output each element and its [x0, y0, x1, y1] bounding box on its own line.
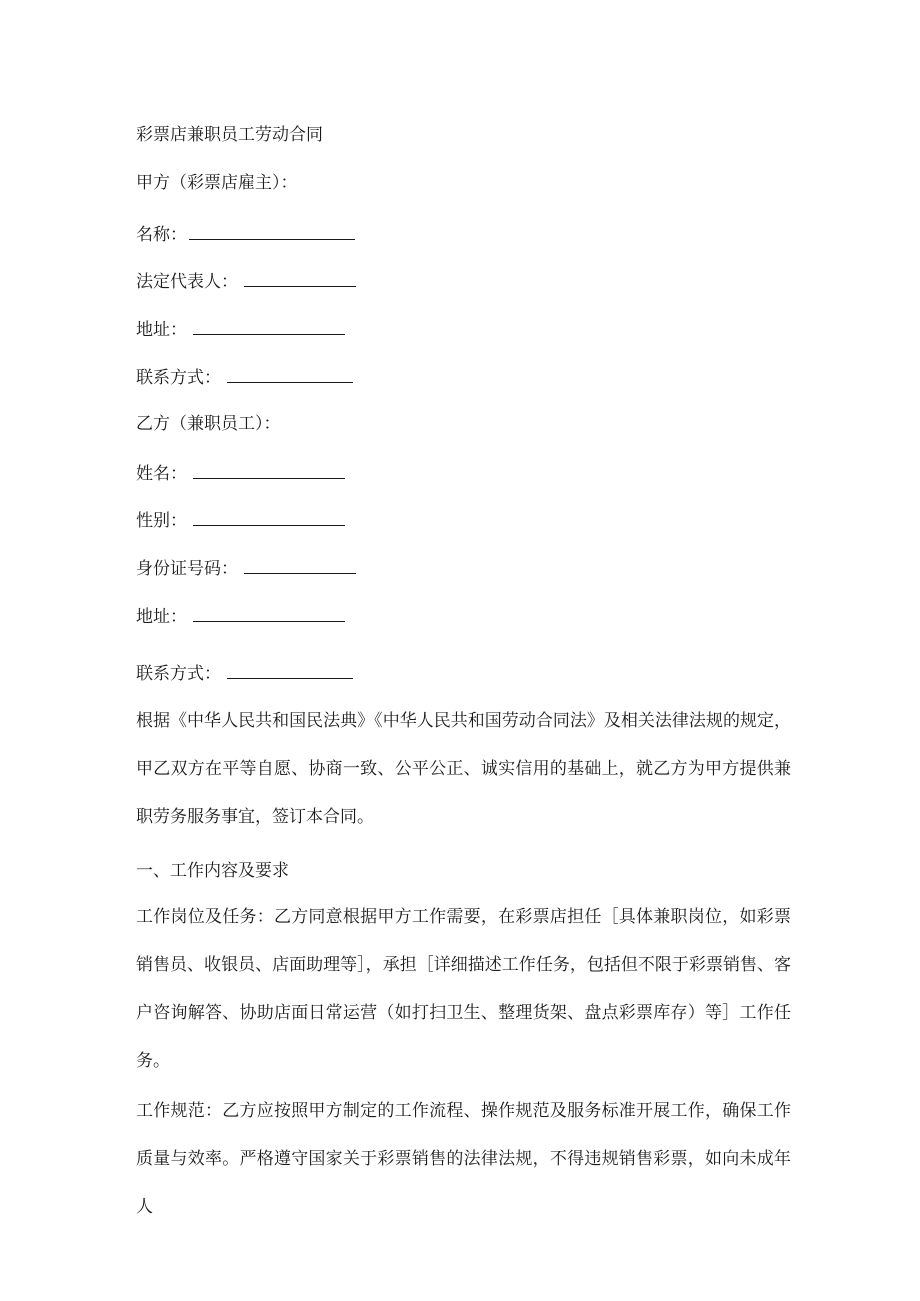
field-label: 地址：: [136, 320, 187, 340]
party-a-legal-rep-field: [136, 270, 356, 293]
document-title: 彩票店兼职员工劳动合同: [136, 125, 323, 145]
fill-blank-line: [244, 270, 356, 287]
party-b-contact-field: [136, 662, 353, 685]
fill-blank-line: [227, 366, 353, 383]
party-b-gender-field: [136, 509, 345, 532]
fill-blank-line: [244, 557, 356, 574]
party-a-heading: 甲方（彩票店雇主）：: [136, 173, 298, 193]
party-b-address-field: [136, 605, 345, 628]
fill-blank-line: [193, 462, 345, 479]
party-b-id-number-field: [136, 557, 356, 580]
fill-blank-line: [193, 509, 345, 526]
party-a-address-field: [136, 318, 345, 341]
fill-blank-line: [227, 662, 353, 679]
field-label: 性别：: [136, 511, 187, 531]
field-label: 联系方式：: [136, 368, 221, 388]
preamble-paragraph: 根据《中华人民共和国民法典》《中华人民共和国劳动合同法》及相关法律法规的规定，甲乙双方在平等自愿、协商一致、公平公正、诚实信用的基础上，就乙方为甲方提供兼职劳务服务事宜，签订本合同。: [136, 711, 791, 827]
party-a-contact-field: [136, 366, 353, 389]
fill-blank-line: [193, 605, 345, 622]
field-label: 姓名：: [136, 464, 187, 484]
party-b-heading: 乙方（兼职员工）：: [136, 414, 281, 434]
field-label: 地址：: [136, 607, 187, 627]
field-label: 名称：: [136, 225, 187, 245]
section-1-clause-2: 工作规范：乙方应按照甲方制定的工作流程、操作规范及服务标准开展工作，确保工作质量与效率。严格遵守国家关于彩票销售的法律法规，不得违规销售彩票，如向未成年人: [136, 1101, 791, 1217]
party-a-name-field: [136, 223, 355, 246]
field-label: 法定代表人：: [136, 272, 238, 292]
fill-blank-line: [189, 223, 355, 240]
section-1-clause-1: 工作岗位及任务：乙方同意根据甲方工作需要，在彩票店担任［具体兼职岗位，如彩票销售员、收银员、店面助理等］，承担［详细描述工作任务，包括但不限于彩票销售、客户咨询解答、协助店面日常运营（如打扫卫生、整理货架、盘点彩票库存）等］工作任务。: [136, 907, 791, 1071]
party-b-name-field: [136, 462, 345, 485]
fill-blank-line: [193, 318, 345, 335]
field-label: 联系方式：: [136, 664, 221, 684]
section-1-heading: 一、工作内容及要求: [136, 861, 289, 881]
field-label: 身份证号码：: [136, 559, 238, 579]
